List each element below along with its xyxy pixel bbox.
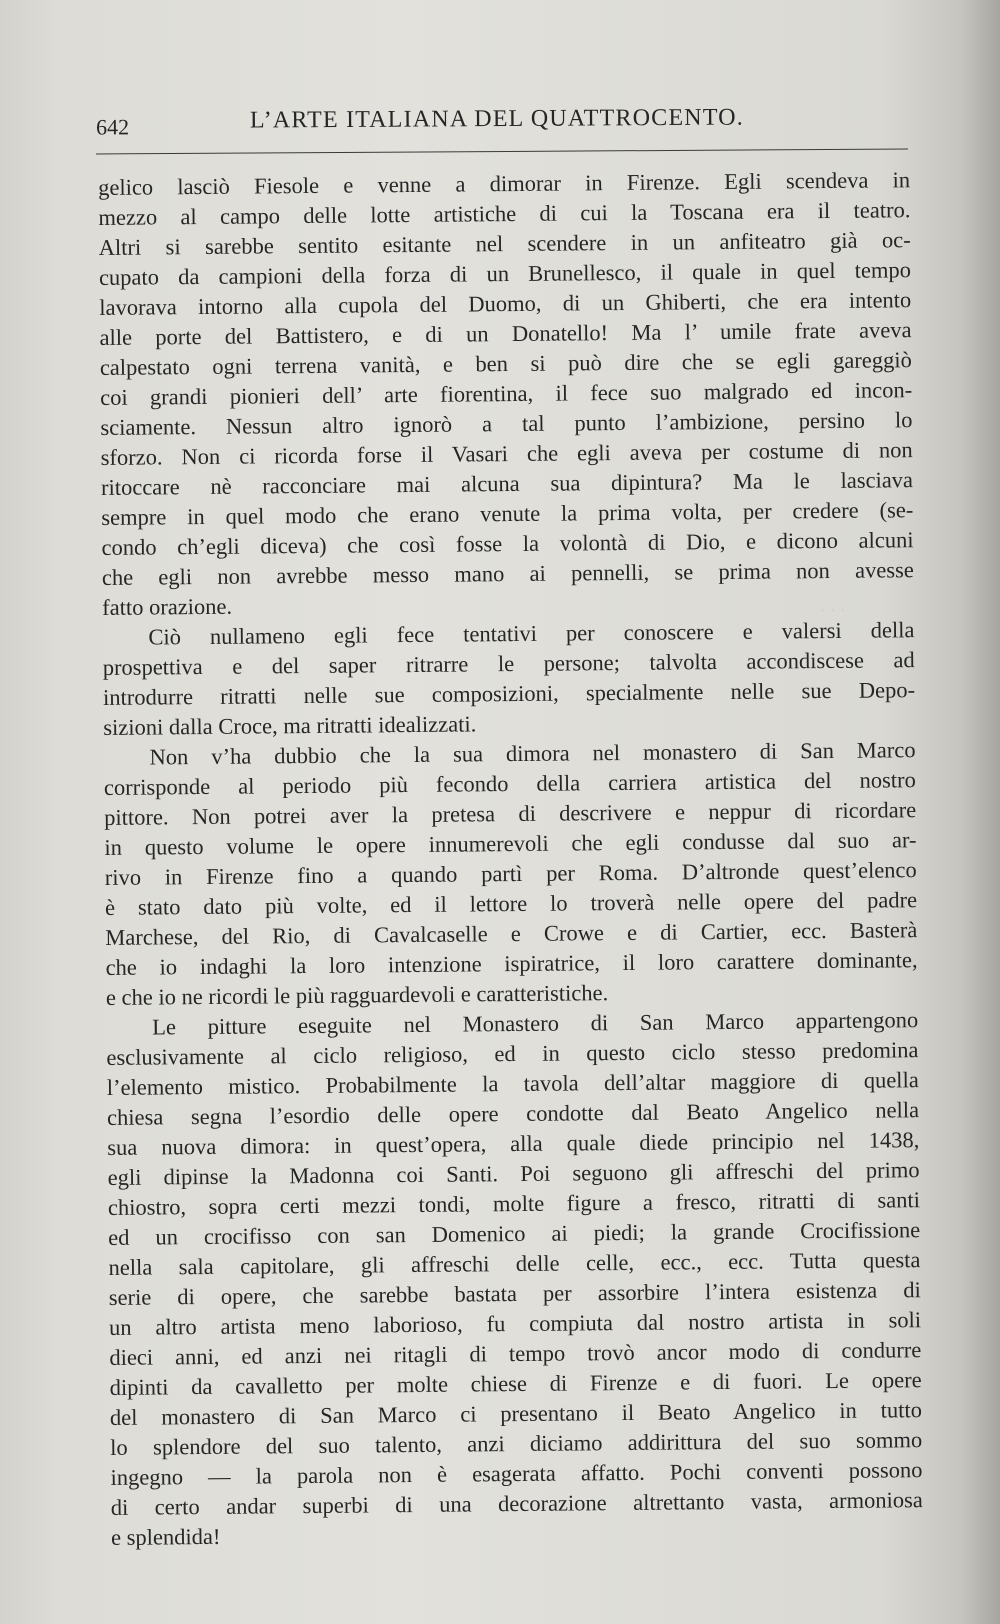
text-line: dieci anni, ed anzi nei ritagli di tempo trovò ancor modo di condurre: [109, 1337, 922, 1370]
text-line: sforzo. Non ci ricorda forse il Vasari che egli aveva per costume di non: [100, 437, 913, 470]
text-line: chiesa segna l’esordio delle opere condotte dal Beato Angelico nella: [106, 1097, 920, 1130]
header-title: L’ARTE ITALIANA DEL QUATTROCENTO.: [249, 104, 745, 134]
text-line: dipinti da cavalletto per molte chiese di Firenze e di fuori. Le opere: [109, 1367, 922, 1400]
text-line: cupato da campioni della forza di un Brunellesco, il quale in quel tempo: [98, 257, 912, 290]
text-line: introdurre ritratti nelle sue composizioni, specialmente nelle sue Depo-: [102, 677, 916, 710]
text-line: ingegno — la parola non è esagerata affatto. Pochi conventi possono: [110, 1457, 923, 1490]
page-number: 642: [95, 114, 130, 140]
text-line: Altri si sarebbe sentito esitante nel scendere in un anfiteatro già oc-: [98, 227, 911, 260]
bleed-through-text: · · ·: [820, 600, 845, 622]
page-gutter-shadow: [960, 0, 1000, 1624]
text-line: condo ch’egli diceva) che così fosse la volontà di Dio, e dicono alcuni: [101, 527, 914, 560]
text-line: mezzo al campo delle lotte artistiche di cui la Toscana era il teatro.: [98, 197, 911, 230]
text-line: Non v’ha dubbio che la sua dimora nel monastero di San Marco: [149, 737, 916, 770]
text-line: Le pitture eseguite nel Monastero di San Marco appartengono: [152, 1007, 919, 1040]
text-line: chiostro, sopra certi mezzi tondi, molte figure a fresco, ritratti di santi: [107, 1187, 921, 1220]
text-line: e che io ne ricordi le più ragguardevoli e caratteristiche.: [105, 980, 609, 1010]
text-line: un altro artista meno laborioso, fu compiuta dal nostro artista in soli: [108, 1307, 922, 1340]
text-line: lavorava intorno alla cupola del Duomo, di un Ghiberti, che era intento: [99, 287, 912, 320]
text-line: di certo andar superbi di una decorazione altrettanto vasta, armoniosa: [110, 1487, 923, 1520]
text-line: l’elemento mistico. Probabilmente la tavola dell’altar maggiore di quella: [106, 1067, 919, 1100]
text-line: pittore. Non potrei aver la pretesa di descrivere e neppur di ricordare: [104, 797, 917, 830]
body-text: [98, 165, 923, 1553]
text-line: che io indaghi la loro intenzione ispiratrice, il loro carattere dominante,: [105, 947, 918, 980]
text-line: Marchese, del Rio, di Cavalcaselle e Crowe e di Cartier, ecc. Basterà: [105, 917, 918, 950]
text-line: e splendida!: [110, 1523, 221, 1550]
text-line: egli dipinse la Madonna coi Santi. Poi seguono gli affreschi del primo: [107, 1157, 920, 1190]
text-line: alle porte del Battistero, e di un Donatello! Ma l’ umile frate aveva: [99, 317, 912, 350]
text-line: sempre in quel modo che erano venute la prima volta, per credere (se-: [101, 497, 914, 530]
text-line: rivo in Firenze fino a quando partì per Roma. D’altronde quest’elenco: [104, 857, 917, 890]
text-line: nella sala capitolare, gli affreschi delle celle, ecc., ecc. Tutta questa: [108, 1247, 921, 1280]
text-line: ritoccare nè racconciare mai alcuna sua dipintura? Ma le lasciava: [100, 467, 914, 500]
text-line: sizioni dalla Croce, ma ritratti idealizzati.: [103, 711, 477, 740]
text-line: Ciò nullameno egli fece tentativi per conoscere e valersi della: [148, 617, 915, 650]
text-line: è stato dato più volte, ed il lettore lo troverà nelle opere del padre: [104, 887, 918, 920]
text-line: prospettiva e del saper ritrarre le persone; talvolta accondiscese ad: [102, 647, 915, 680]
text-line: sciamente. Nessun altro ignorò a tal punto l’ambizione, persino lo: [100, 407, 913, 440]
text-line: gelico lasciò Fiesole e venne a dimorar in Firenze. Egli scendeva in: [98, 167, 911, 200]
header-rule: [96, 149, 908, 155]
text-line: corrisponde al periodo più fecondo della carriera artistica del nostro: [103, 767, 916, 800]
text-line: che egli non avrebbe messo mano ai pennelli, se prima non avesse: [101, 557, 914, 590]
text-line: serie di opere, che sarebbe bastata per assorbire l’intera esistenza di: [108, 1277, 921, 1310]
text-line: fatto orazione.: [102, 593, 233, 620]
text-line: del monastero di San Marco ci presentano il Beato Angelico in tutto: [109, 1397, 923, 1430]
running-head: [96, 104, 912, 139]
text-line: coi grandi pionieri dell’ arte fiorentina, il fece suo malgrado ed incon-: [100, 377, 913, 410]
text-line: calpestato ogni terrena vanità, e ben si può dire che se egli gareggiò: [99, 347, 912, 380]
text-line: ed un crocifisso con san Domenico ai piedi; la grande Crocifissione: [108, 1217, 921, 1250]
text-line: sua nuova dimora: in quest’opera, alla quale diede principio nel 1438,: [107, 1127, 920, 1160]
text-line: in questo volume le opere innumerevoli che egli condusse dal suo ar-: [104, 827, 917, 860]
text-line: esclusivamente al ciclo religioso, ed in questo ciclo stesso predomina: [106, 1037, 919, 1070]
text-line: lo splendore del suo talento, anzi diciamo addirittura del suo sommo: [110, 1427, 923, 1460]
